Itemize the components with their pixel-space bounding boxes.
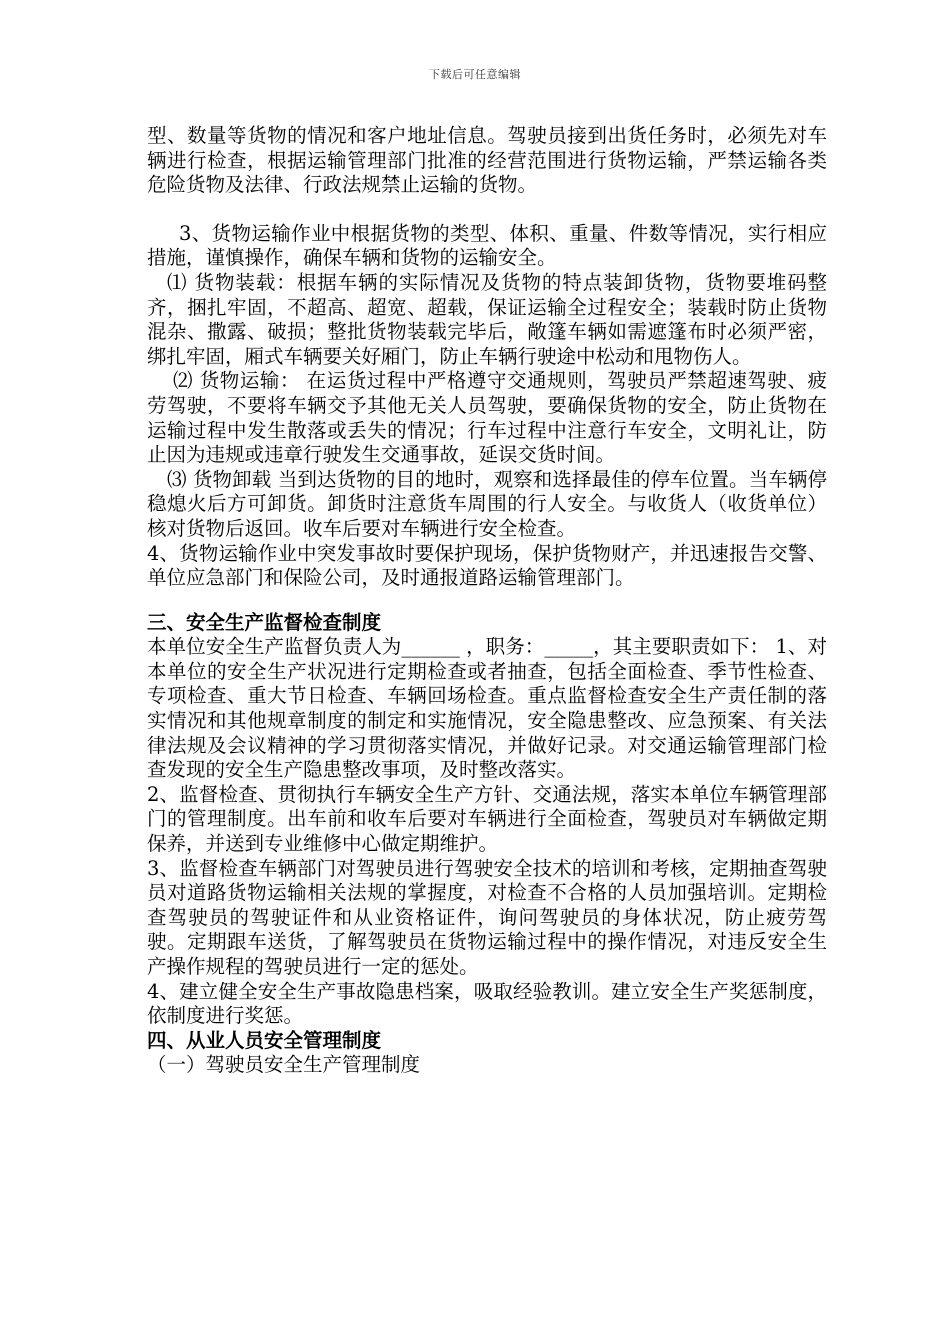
paragraph-cargo-unloading: ⑶ 货物卸载 当到达货物的目的地时，观察和选择最佳的停车位置。当车辆停稳熄火后方可卸货。卸货时注意货车周围的行人安全。与收货人（收货单位）核对货物后返回。收车后要对车辆进行安全检查。 (147, 467, 827, 540)
paragraph-duty-3: 3、监督检查车辆部门对驾驶员进行驾驶安全技术的培训和考核，定期抽查驾驶员对道路货物运输相关法规的掌握度，对检查不合格的人员加强培训。定期检查驾驶员的驾驶证件和从业资格证件，询问驾驶员的身体状况，防止疲劳驾驶。定期跟车送货，了解驾驶员在货物运输过程中的操作情况，对违反安全生产操作规程的驾驶员进行一定的惩处。 (147, 856, 827, 978)
spacer (147, 198, 827, 222)
section-heading-3: 三、安全生产监督检查制度 (147, 610, 382, 634)
document-body (147, 124, 827, 1078)
spacer (147, 591, 827, 611)
paragraph-duty-4: 4、建立健全安全生产事故隐患档案，吸取经验教训。建立安全生产奖惩制度，依制度进行奖惩。 (147, 979, 827, 1028)
paragraph-cargo-transport: ⑵ 货物运输： 在运货过程中严格遵守交通规则，驾驶员严禁超速驾驶、疲劳驾驶，不要将车辆交予其他无关人员驾驶，要确保货物的安全，防止货物在运输过程中发生散落或丢失的情况；行车过程中注意行车安全，文明礼让，防止因为违规或违章行驶发生交通事故，延误交货时间。 (147, 369, 827, 467)
paragraph-item-3: 3、货物运输作业中根据货物的类型、体积、重量、件数等情况，实行相应措施，谨慎操作，确保车辆和货物的运输安全。 (147, 221, 827, 270)
subsection-heading-driver: （一）驾驶员安全生产管理制度 (147, 1053, 421, 1077)
paragraph-cargo-info: 型、数量等货物的情况和客户地址信息。驾驶员接到出货任务时，必须先对车辆进行检查，根据运输管理部门批准的经营范围进行货物运输，严禁运输各类危险货物及法律、行政法规禁止运输的货物。 (147, 124, 827, 197)
header-note: 下载后可任意编辑 (429, 68, 521, 81)
paragraph-duty-2: 2、监督检查、贯彻执行车辆安全生产方针、交通法规，落实本单位车辆管理部门的管理制度。出车前和收车后要对车辆进行全面检查，驾驶员对车辆做定期保养，并送到专业维修中心做定期维护。 (147, 782, 827, 856)
paragraph-item-4: 4、货物运输作业中突发事故时要保护现场，保护货物财产，并迅速报告交警、单位应急部门和保险公司，及时通报道路运输管理部门。 (147, 541, 827, 590)
section-heading-4: 四、从业人员安全管理制度 (147, 1028, 382, 1052)
paragraph-supervisor-duties: 本单位安全生产监督负责人为______ ，职务：_____，其主要职责如下： 1、对本单位的安全生产状况进行定期检查或者抽查，包括全面检查、季节性检查、专项检查、重大节日检查、车辆回场检查。重点监督检查安全生产责任制的落实情况和其他规章制度的制定和实施情况，安全隐患整改、应急预案、有关法律法规及会议精神的学习贯彻落实情况，并做好记录。对交通运输管理部门检查发现的安全生产隐患整改事项，及时整改落实。 (147, 635, 827, 782)
paragraph-cargo-loading: ⑴ 货物装载：根据车辆的实际情况及货物的特点装卸货物，货物要堆码整齐，捆扎牢固，不超高、超宽、超载，保证运输全过程安全；装载时防止货物混杂、撒露、破损；整批货物装载完毕后，敞篷车辆如需遮篷布时必须严密，绑扎牢固，厢式车辆要关好厢门，防止车辆行驶途中松动和甩物伤人。 (147, 270, 827, 368)
